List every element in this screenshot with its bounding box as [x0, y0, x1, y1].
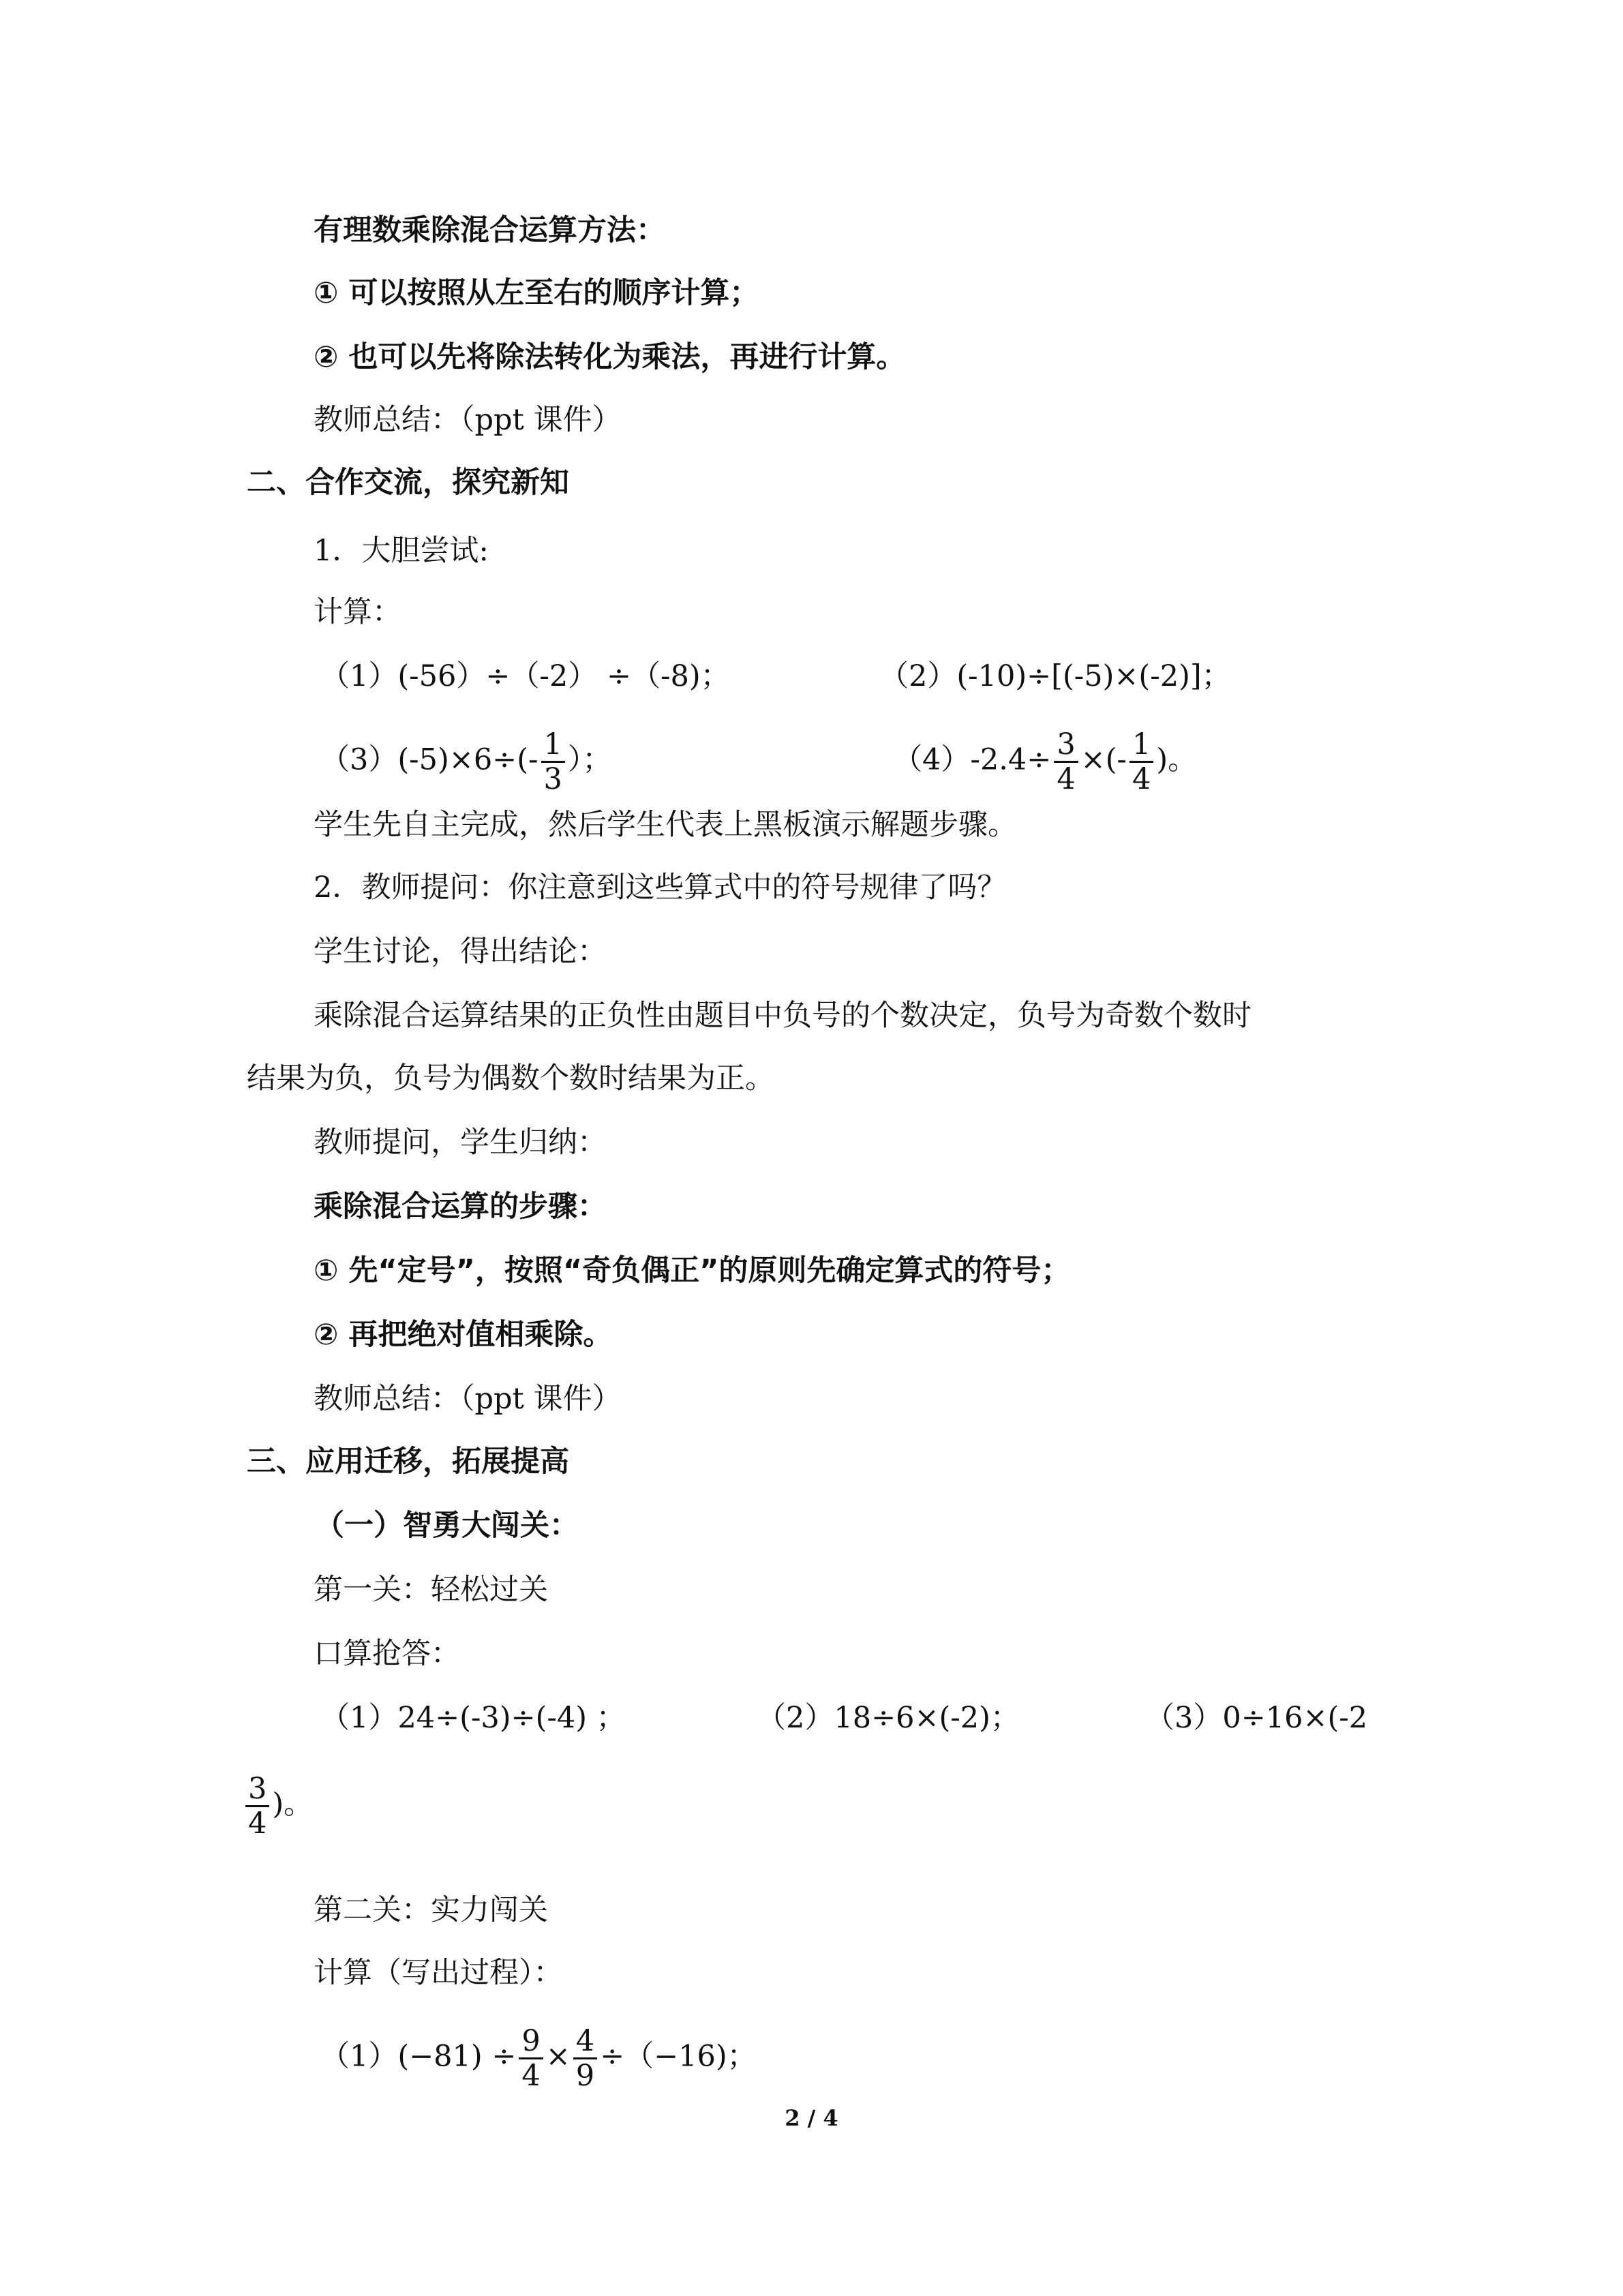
steps-heading: 乘除混合运算的步骤： [314, 1190, 607, 1224]
exercise-3 [320, 728, 611, 796]
calc-1-suffix: ÷（−16)； [600, 2039, 757, 2074]
quiz-3: （3）0÷16×(-2 [1145, 1701, 1368, 1735]
fraction-four-ninths: $\frac{4}{9}$ [573, 2025, 597, 2092]
exercise-4 [893, 728, 1197, 796]
method-item-2: ② 也可以先将除法转化为乘法，再进行计算。 [314, 340, 906, 374]
method-heading: 有理数乘除混合运算方法： [314, 213, 665, 247]
student-discussion: 学生讨论，得出结论： [314, 935, 607, 969]
exercise-3-prefix: （3）(-5)×6÷(- [320, 742, 539, 777]
fraction-one-quarter: $\frac{1}{4}$ [1129, 728, 1153, 796]
step-2: ② 再把绝对值相乘除。 [314, 1318, 613, 1352]
exercise-1: （1）(-56）÷（-2） ÷（-8)； [320, 659, 730, 693]
quiz-3-suffix: )。 [272, 1787, 314, 1822]
fraction-nine-quarters: $\frac{9}{4}$ [519, 2025, 543, 2092]
student-practice: 学生先自主完成，然后学生代表上黑板演示解题步骤。 [314, 808, 1017, 842]
compute-label: 计算： [314, 595, 401, 629]
fraction-quiz-three-quarters: $\frac{3}{4}$ [245, 1772, 269, 1840]
page-number: 2 / 4 [785, 2105, 838, 2131]
level-1-heading: 第一关：轻松过关 [314, 1573, 548, 1607]
level-2-heading: 第二关：实力闯关 [314, 1893, 548, 1927]
exercise-4-mid: ×(- [1080, 742, 1127, 777]
quiz-3-continued [245, 1772, 313, 1840]
fraction-one-third: $\frac{1}{3}$ [541, 728, 565, 796]
section-2-heading: 二、合作交流，探究新知 [247, 466, 569, 500]
calc-exercise-1 [320, 2025, 757, 2092]
exercise-2: （2）(-10)÷[(-5)×(-2)]； [879, 659, 1231, 693]
quiz-1: （1）24÷(-3)÷(-4) ； [320, 1701, 626, 1735]
teacher-summary-2: 教师总结：（ppt 课件） [314, 1382, 622, 1416]
teacher-summary-1: 教师总结：（ppt 课件） [314, 403, 622, 437]
fraction-three-quarters: $\frac{3}{4}$ [1054, 728, 1078, 796]
calc-1-times: × [545, 2039, 571, 2074]
oral-quiz-label: 口算抢答： [314, 1637, 460, 1671]
exercise-3-suffix: ）； [567, 742, 612, 777]
quiz-2: （2）18÷6×(-2)； [757, 1701, 1020, 1735]
try-heading: 1．大胆尝试: [314, 534, 489, 568]
step-1: ① 先“定号”，按照“奇负偶正”的原则先确定算式的符号； [314, 1254, 1071, 1288]
conclusion-line-1: 乘除混合运算结果的正负性由题目中负号的个数决定，负号为奇数个数时 [314, 999, 1252, 1033]
compute-process-label: 计算（写出过程）： [314, 1956, 563, 1990]
teacher-prompt: 教师提问，学生归纳： [314, 1126, 607, 1160]
method-item-1: ① 可以按照从左至右的顺序计算； [314, 276, 759, 310]
calc-1-prefix: （1）(−81) ÷ [320, 2039, 517, 2074]
exercise-4-prefix: （4）-2.4÷ [893, 742, 1052, 777]
challenge-heading: （一）智勇大闯关： [315, 1509, 579, 1543]
section-3-heading: 三、应用迁移，拓展提高 [247, 1445, 569, 1479]
conclusion-line-2: 结果为负，负号为偶数个数时结果为正。 [247, 1061, 774, 1096]
exercise-4-suffix: )。 [1156, 742, 1198, 777]
teacher-question: 2．教师提问：你注意到这些算式中的符号规律了吗？ [314, 871, 1007, 905]
